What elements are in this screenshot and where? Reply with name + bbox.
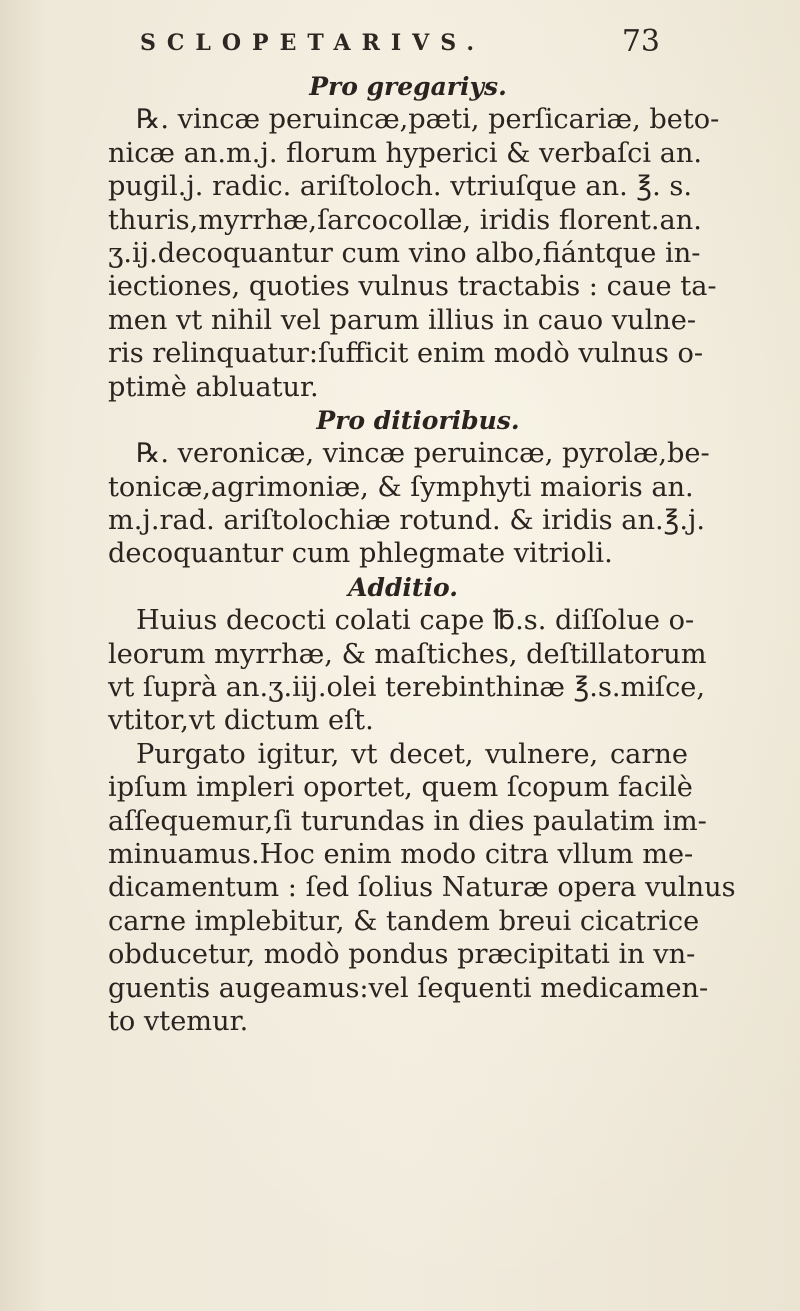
page-number: 73 — [621, 24, 660, 59]
text-line: vt ſuprà an.ʒ.iij.olei terebinthinæ ℥.s.miſce, — [108, 672, 706, 704]
text-line: ℞. veronicæ, vincæ peruincæ, pyrolæ,be- — [136, 438, 710, 470]
section-heading: Pro ditioribus. — [316, 405, 520, 435]
text-line: aſſequemur,ſi turundas in dies paulatim im- — [108, 805, 707, 837]
text-line: Huius decocti colati cape ℔.s. diſſolue o- — [136, 605, 695, 637]
text-line: pugil.j. radic. ariſtoloch. vtriuſque an. ℥. s. — [108, 171, 693, 203]
text-line: thuris,myrrhæ,ſarcocollæ, iridis florent.an. — [108, 204, 702, 236]
text-line: ipſum impleri oportet, quem ſcopum facilè — [108, 772, 693, 804]
page-header — [140, 24, 660, 60]
text-line: obducetur, modò pondus præcipitati in vn- — [108, 939, 696, 971]
text-line: carne implebitur, & tandem breui cicatrice — [108, 905, 700, 937]
text-line: leorum myrrhæ, & maſtiches, deſtillatorum — [108, 638, 707, 670]
text-line: nicæ an.m.j. florum hyperici & verbaſci an. — [108, 137, 703, 169]
text-line: m.j.rad. ariſtolochiæ rotund. & iridis an.℥.j. — [108, 505, 706, 537]
text-line: vtitor,vt dictum eſt. — [108, 705, 374, 737]
text-line: guentis augeamus:vel ſequenti medicamen- — [108, 972, 709, 1004]
text-line: decoquantur cum phlegmate vitrioli. — [108, 538, 613, 570]
text-line: ris relinquatur:ſufficit enim modò vulnus o- — [108, 338, 704, 370]
body-text — [108, 70, 736, 1038]
text-line: ℞. vincæ peruincæ,pæti, perſicariæ, beto- — [136, 104, 720, 136]
text-line: men vt nihil vel parum illius in cauo vulne- — [108, 304, 697, 336]
text-line: ptimè abluatur. — [108, 371, 319, 403]
text-line: iectiones, quoties vulnus tractabis : caue ta- — [108, 271, 717, 303]
running-head: SCLOPETARIVS. — [140, 30, 485, 56]
text-line: to vtemur. — [108, 1005, 249, 1037]
text-line: ʒ.ij.decoquantur cum vino albo,fiántque in- — [108, 237, 701, 269]
text-line: tonicæ,agrimoniæ, & ſymphyti maioris an. — [108, 471, 694, 503]
section-heading: Additio. — [348, 572, 458, 602]
text-line: minuamus.Hoc enim modo citra vllum me- — [108, 838, 694, 870]
text-line: Pro gregariys. — [309, 72, 507, 101]
text-line: Purgato igitur, vt decet, vulnere, carne — [136, 738, 688, 770]
text-line: dicamentum : ſed ſolius Naturæ opera vulnus — [108, 872, 736, 904]
